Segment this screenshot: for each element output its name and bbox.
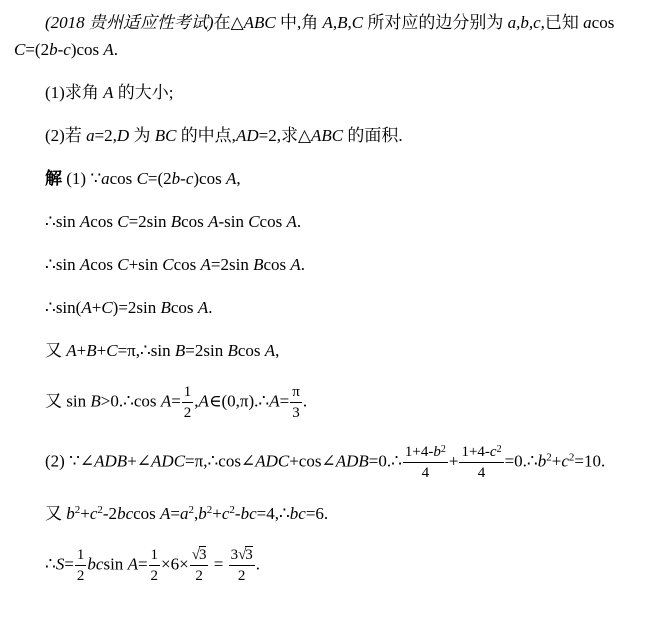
text-run: + <box>96 341 107 360</box>
fraction <box>229 546 255 585</box>
text-run: 1+4- <box>461 444 490 460</box>
superscript: 2 <box>97 504 103 516</box>
text-run: + <box>551 451 562 471</box>
text-run: 所对应的边分别为 <box>363 13 508 32</box>
text-run: 4 <box>477 465 486 481</box>
math-variable: C <box>117 212 129 231</box>
fraction <box>75 546 87 585</box>
text-run: + <box>91 298 102 317</box>
text-run: cos <box>181 212 209 231</box>
fraction-denominator <box>195 566 203 585</box>
fraction-numerator <box>229 546 255 566</box>
math-variable: c <box>89 504 98 523</box>
math-variable: A <box>160 504 171 523</box>
text-run: - <box>234 504 241 523</box>
math-variable: A <box>103 83 114 102</box>
text-run: . <box>208 298 213 317</box>
math-variable: A <box>225 169 237 188</box>
text-run: +∠ <box>127 451 152 471</box>
math-variable: a,b,c <box>507 13 541 32</box>
solution-p1-step-sum-identity <box>14 297 661 319</box>
math-variable: BC <box>154 126 177 145</box>
superscript: 2 <box>74 504 81 516</box>
text-run: 2 <box>76 568 85 584</box>
math-variable: A <box>160 391 172 411</box>
fraction-denominator <box>238 566 246 585</box>
math-variable: b <box>171 169 181 188</box>
math-variable: a <box>101 169 110 188</box>
text-run: =π,∴sin <box>117 341 175 360</box>
question-1 <box>14 82 661 104</box>
fraction <box>403 443 448 482</box>
text-run: =π,∴cos∠ <box>185 451 256 471</box>
math-variable: b <box>49 40 58 59</box>
math-variable: C <box>106 341 118 360</box>
math-variable: b <box>66 504 75 523</box>
math-variable: B <box>160 298 171 317</box>
math-variable: ADC <box>255 451 290 471</box>
math-variable: c <box>489 444 497 460</box>
math-variable: D <box>116 126 130 145</box>
text-run: (2)若 <box>45 126 87 145</box>
text-run: , <box>275 341 280 360</box>
text-run: 2 <box>237 568 246 584</box>
text-run: - <box>57 40 64 59</box>
math-variable: A <box>66 341 77 360</box>
math-variable: A <box>200 255 211 274</box>
math-variable: B <box>227 341 238 360</box>
fraction-denominator <box>478 463 486 482</box>
math-variable: A <box>81 298 92 317</box>
math-variable: bc <box>87 554 104 574</box>
text-run: cos <box>90 212 118 231</box>
math-variable: AD <box>235 126 259 145</box>
fraction <box>290 383 302 422</box>
text-run: cos <box>263 255 291 274</box>
text-run: = <box>170 504 181 523</box>
solution-p1-step-sine-rule <box>14 211 661 233</box>
solution-p2-step-angles <box>14 443 661 482</box>
text-run: >0.∴cos <box>100 391 161 411</box>
fraction <box>149 546 161 585</box>
math-variable: bc <box>117 504 134 523</box>
solution-p1-given <box>14 168 661 190</box>
text-run: ,已知 <box>540 13 584 32</box>
text-run: 1 <box>183 384 192 400</box>
text-run: -sin <box>218 212 249 231</box>
math-variable: ABC <box>311 126 344 145</box>
solution-p2-area <box>14 546 661 585</box>
text-run: )=2sin <box>112 298 161 317</box>
math-variable: ABC <box>243 13 276 32</box>
superscript: 2 <box>229 504 235 516</box>
superscript: 2 <box>440 444 446 455</box>
math-variable: A <box>127 554 138 574</box>
radicand: 3 <box>245 547 253 563</box>
text-run: 3 <box>230 547 239 563</box>
fraction <box>182 383 194 422</box>
text-run: ∴ <box>45 554 56 574</box>
solution-p2-step-cosine-rule <box>14 503 661 525</box>
text-run: 4 <box>421 465 430 481</box>
math-variable: C <box>14 40 26 59</box>
fraction-numerator <box>75 546 87 566</box>
text-run: + <box>76 341 87 360</box>
text-run: + <box>448 451 459 471</box>
math-variable: A,B,C <box>322 13 364 32</box>
text-run: π <box>292 384 300 400</box>
math-variable: b <box>537 451 547 471</box>
text-run: 中,角 <box>275 13 323 32</box>
text-run: )cos <box>193 169 226 188</box>
math-variable: B <box>86 341 97 360</box>
fraction-numerator <box>182 383 194 403</box>
fraction-numerator <box>403 443 448 463</box>
bold-label: 解 <box>45 169 62 188</box>
text-run: =10. <box>574 451 606 471</box>
text-run: 2 <box>150 568 159 584</box>
math-variable: b <box>433 444 441 460</box>
math-variable: b <box>198 504 207 523</box>
text-run: cos <box>109 169 137 188</box>
text-run: =0.∴ <box>504 451 538 471</box>
fraction-denominator <box>77 566 85 585</box>
math-variable: ADC <box>151 451 186 471</box>
text-run: (1) ∵ <box>62 169 102 188</box>
text-run: (1)求角 <box>45 83 104 102</box>
text-run: 3 <box>292 405 300 421</box>
text-run: 1+4- <box>404 444 434 460</box>
math-variable: a <box>583 13 592 32</box>
text-run: 2 <box>183 405 192 421</box>
fraction-denominator <box>422 463 430 482</box>
text-run: 的大小; <box>113 83 174 102</box>
math-variable: C <box>162 255 174 274</box>
math-variable: ADB <box>94 451 128 471</box>
math-variable: S <box>55 554 65 574</box>
text-run: cos <box>259 212 287 231</box>
text-run: 1 <box>150 547 159 563</box>
text-run: =(2 <box>25 40 50 59</box>
text-run: cos <box>133 504 161 523</box>
fraction <box>190 546 209 585</box>
problem-statement-line-2 <box>14 39 661 61</box>
fraction-denominator <box>292 403 300 422</box>
math-variable: B <box>170 212 182 231</box>
text-run: cos <box>90 255 118 274</box>
text-run: . <box>113 40 119 59</box>
text-run: =2sin <box>185 341 228 360</box>
fraction-numerator <box>459 443 503 463</box>
math-variable: A <box>208 212 219 231</box>
text-run: ∴sin( <box>45 298 82 317</box>
text-run: =6. <box>305 504 329 523</box>
question-2 <box>14 125 661 147</box>
text-run: = <box>209 554 228 574</box>
superscript: 2 <box>496 444 502 455</box>
text-run: =4,∴ <box>256 504 290 523</box>
solution-p1-conclusion <box>14 383 661 422</box>
text-run: . <box>300 255 306 274</box>
text-run: + <box>80 504 90 523</box>
fraction <box>459 443 503 482</box>
superscript: 2 <box>188 504 195 516</box>
math-variable: A <box>197 298 209 317</box>
text-run: ×6× <box>161 554 189 574</box>
math-variable: A <box>269 391 280 411</box>
math-variable: B <box>174 341 186 360</box>
text-run: sin <box>103 554 128 574</box>
text-run: 1 <box>76 547 85 563</box>
text-run: , <box>236 169 241 188</box>
superscript: 2 <box>546 451 552 464</box>
text-run: )cos <box>70 40 104 59</box>
text-run: 又 <box>45 504 67 523</box>
document <box>14 12 661 585</box>
fraction-denominator <box>184 403 192 422</box>
text-run: = <box>137 554 148 574</box>
problem-statement-line-1 <box>14 12 661 34</box>
text-run: +sin <box>128 255 163 274</box>
math-variable: a <box>180 504 189 523</box>
text-run: , <box>194 391 199 411</box>
solution-p1-step-angle-sum <box>14 340 661 362</box>
radical-sign: √ <box>191 547 199 563</box>
math-variable: bc <box>289 504 306 523</box>
text-run: 2 <box>195 568 203 584</box>
text-run: - <box>180 169 186 188</box>
text-run: cos <box>591 13 615 32</box>
math-variable: C <box>248 212 260 231</box>
text-run: , <box>194 504 199 523</box>
text-run: ∈(0,π).∴ <box>208 391 270 411</box>
text-run: =2,求△ <box>258 126 312 145</box>
source-citation: (2018 贵州适应性考试) <box>45 13 214 32</box>
fraction-numerator <box>149 546 161 566</box>
superscript: 2 <box>568 451 575 464</box>
fraction-numerator <box>290 383 302 403</box>
math-variable: c <box>185 169 194 188</box>
text-run: =(2 <box>147 169 172 188</box>
text-run: ∴sin <box>45 255 80 274</box>
fraction-numerator <box>190 546 209 566</box>
text-run: cos <box>173 255 201 274</box>
math-variable: A <box>103 40 114 59</box>
text-run: = <box>279 391 290 411</box>
text-run: (2) ∵∠ <box>45 451 95 471</box>
math-variable: A <box>290 255 301 274</box>
math-variable: c <box>221 504 230 523</box>
math-variable: bc <box>240 504 257 523</box>
text-run: + <box>212 504 222 523</box>
text-run: =2, <box>94 126 117 145</box>
text-run: 的面积. <box>343 126 403 145</box>
math-variable: A <box>79 255 91 274</box>
text-run: =2sin <box>210 255 254 274</box>
text-run: cos <box>237 341 265 360</box>
math-variable: c <box>63 40 71 59</box>
math-variable: C <box>101 298 113 317</box>
solution-p1-step-rearrange <box>14 254 661 276</box>
text-run: = <box>171 391 181 411</box>
square-root <box>238 546 253 563</box>
math-variable: B <box>253 255 264 274</box>
radical-sign: √ <box>238 547 246 563</box>
math-variable: ADB <box>335 451 369 471</box>
math-variable: A <box>79 212 91 231</box>
text-run: +cos∠ <box>289 451 336 471</box>
square-root <box>192 546 207 563</box>
text-run: = <box>64 554 74 574</box>
math-variable: a <box>86 126 95 145</box>
text-run: 为 <box>129 126 155 145</box>
text-run: -2 <box>102 504 118 523</box>
text-run: =0.∴ <box>368 451 402 471</box>
superscript: 2 <box>206 504 213 516</box>
text-run: ∴sin <box>45 212 80 231</box>
text-run: . <box>296 212 302 231</box>
text-run: =2sin <box>128 212 171 231</box>
math-variable: B <box>90 391 101 411</box>
radicand: 3 <box>198 547 207 563</box>
text-run: 又 <box>45 341 67 360</box>
math-variable: c <box>561 451 569 471</box>
math-variable: A <box>286 212 297 231</box>
math-variable: A <box>198 391 209 411</box>
text-run: . <box>302 391 308 411</box>
text-run: 在△ <box>213 13 244 32</box>
text-run: . <box>255 554 261 574</box>
fraction-denominator <box>151 566 159 585</box>
math-variable: A <box>264 341 276 360</box>
text-run: 又 sin <box>45 391 91 411</box>
text-run: cos <box>170 298 198 317</box>
math-variable: C <box>136 169 148 188</box>
math-variable: C <box>117 255 129 274</box>
text-run: 的中点, <box>176 126 236 145</box>
